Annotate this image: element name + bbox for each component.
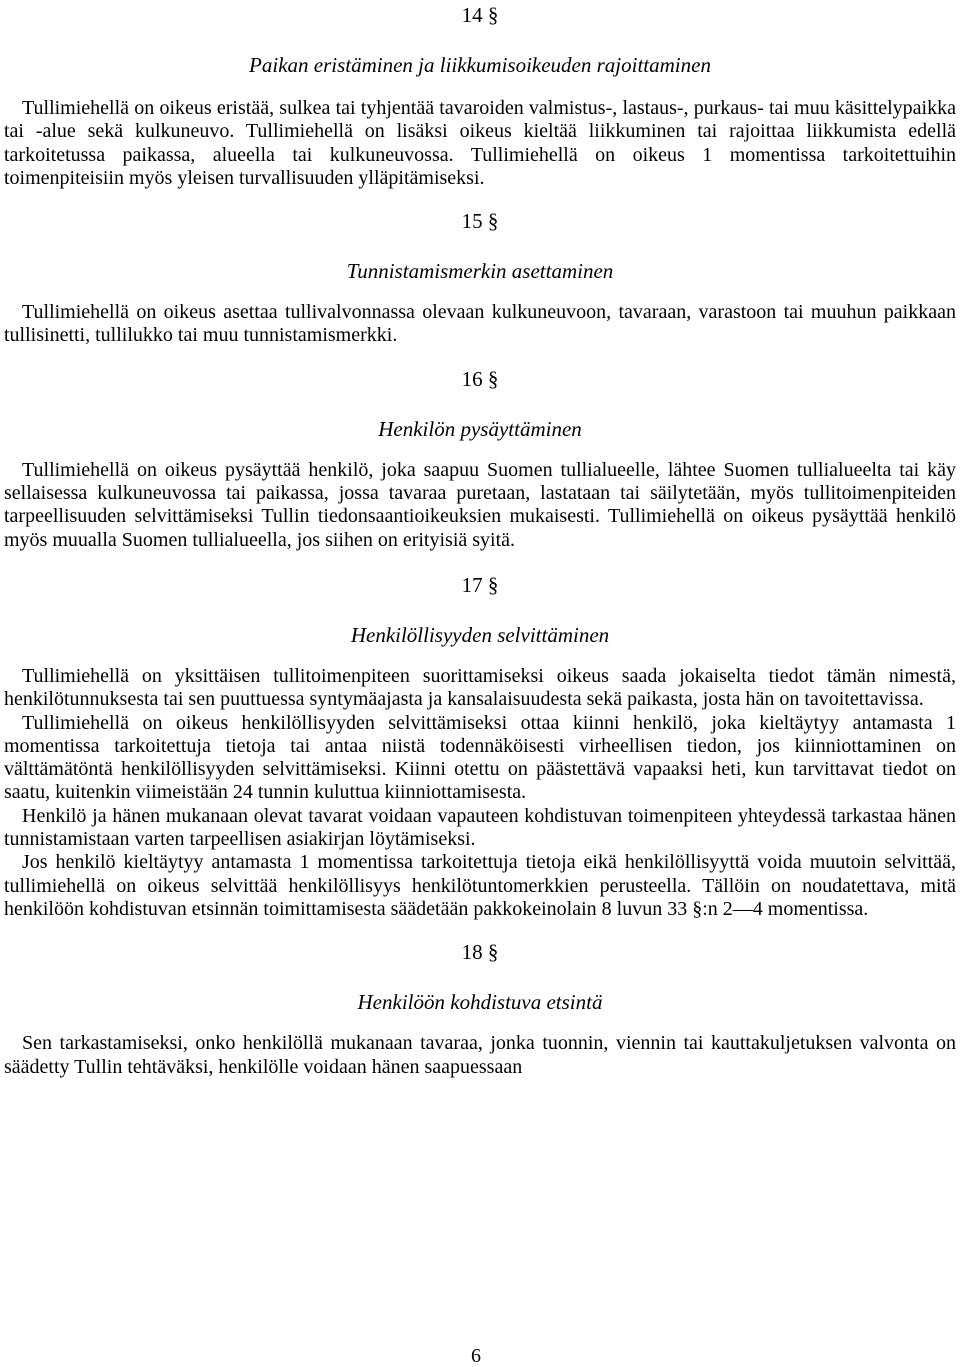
- section-number: 18 §: [461, 940, 499, 965]
- section-number: 15 §: [461, 209, 499, 234]
- section-paragraph: Tullimiehellä on oikeus henkilöllisyyden selvittämiseksi ottaa kiinni henkilö, joka kieltäytyy antamasta 1 momentissa tarkoitettuja tietoja tai antaa niistä todennäköisesti virheellisen tiedon, jos kiinniottaminen on välttämätöntä henkilöllisyyden selvittämiseksi. Kiinni otettu on päästettävä vapaaksi heti, kun tarvittavat tiedot on saatu, kuitenkin viimeistään 24 tunnin kuluttua kiinniottamisesta.: [4, 711, 956, 804]
- section-paragraph: Henkilö ja hänen mukanaan olevat tavarat voidaan vapauteen kohdistuvan toimenpiteen yhteydessä tarkastaa hänen tunnistamistaan varten tarpeellisen asiakirjan löytämiseksi.: [4, 804, 956, 851]
- section-paragraph: Tullimiehellä on oikeus eristää, sulkea tai tyhjentää tavaroiden valmistus-, lastaus-, purkaus- tai muu käsittelypaikka tai -alue sekä kulkuneuvo. Tullimiehellä on lisäksi oikeus kieltää liikkuminen tai rajoittaa liikkumista edellä tarkoitetussa paikassa, alueella tai kulkuneuvossa. Tullimiehellä on oikeus 1 momentissa tarkoitettuihin toimenpiteisiin myös yleisen turvallisuuden ylläpitämiseksi.: [4, 97, 956, 189]
- section-paragraph: Tullimiehellä on oikeus asettaa tullivalvonnassa olevaan kulkuneuvoon, tavaraan, varastoon tai muuhun paikkaan tullisinetti, tullilukko tai muu tunnistamismerkki.: [4, 301, 956, 347]
- page-number: 6: [471, 1345, 481, 1367]
- section-paragraph: Jos henkilö kieltäytyy antamasta 1 momentissa tarkoitettuja tietoja eikä henkilöllisyyttä voida muutoin selvittää, tullimiehellä on oikeus selvittää henkilöllisyys henkilötuntomerkkien perusteella. Tällöin on noudatettava, mitä henkilöön kohdistuvan etsinnän toimittamisesta säädetään pakkokeinolain 8 luvun 33 §:n 2—4 momentissa.: [4, 851, 956, 920]
- section-paragraph: Sen tarkastamiseksi, onko henkilöllä mukanaan tavaraa, jonka tuonnin, viennin tai kauttakuljetuksen valvonta on säädetty Tullin tehtäväksi, henkilölle voidaan hänen saapuessaan: [4, 1032, 956, 1078]
- section-title: Henkilön pysäyttäminen: [378, 416, 582, 441]
- document-page: [4, 0, 956, 1079]
- section-number: 17 §: [461, 572, 499, 597]
- section-title: Tunnistamismerkin asettaminen: [346, 259, 614, 284]
- section-paragraph: Tullimiehellä on oikeus pysäyttää henkilö, joka saapuu Suomen tullialueelle, lähtee Suomen tullialueelta tai käy sellaisessa kulkuneuvossa tai paikassa, jossa tavaraa puretaan, lastataan tai säilytetään, myös tullitoimenpiteiden tarpeellisuuden selvittämiseksi Tullin tiedonsaantioikeuksien mukaisesti. Tullimiehellä on oikeus pysäyttää henkilö myös muualla Suomen tullialueella, jos siihen on erityisiä syitä.: [4, 458, 956, 551]
- section-number: 16 §: [461, 366, 499, 391]
- section-number: 14 §: [461, 3, 499, 27]
- section-title: Henkilöllisyyden selvittäminen: [350, 622, 610, 647]
- section-title: Paikan eristäminen ja liikkumisoikeuden rajoittaminen: [249, 53, 711, 77]
- section-title: Henkilöön kohdistuva etsintä: [357, 990, 603, 1015]
- section-paragraph: Tullimiehellä on yksittäisen tullitoimenpiteen suorittamiseksi oikeus saada jokaiselta tiedot tämän nimestä, henkilötunnuksesta tai sen puuttuessa syntymäajasta ja kansalaisuudesta sekä paikasta, josta hän on tavoitettavissa.: [4, 664, 956, 711]
